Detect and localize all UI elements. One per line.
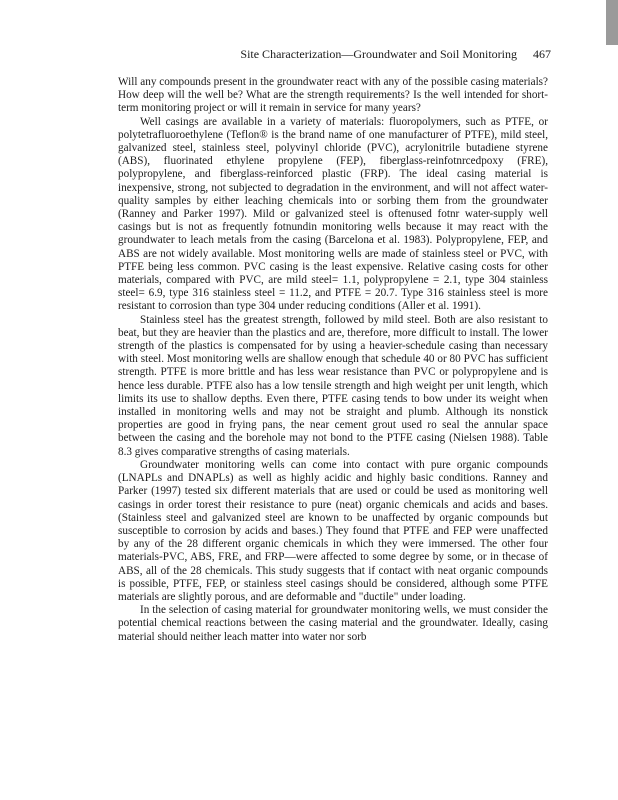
scan-edge-bar <box>606 0 618 45</box>
paragraph-3: Stainless steel has the greatest strength, followed by mild steel. Both are also resistant to beat, but they are heavier than the plastics and are, therefore, more difficult to install. The lower strength of the plastics is compensated for by using a heavier-schedule casing than necessary with steel. Most monitoring wells are shallow enough that schedule 40 or 80 PVC has sufficient strength. PTFE is more brittle and has less wear resistance than PVC or polypropylene and is hence less durable. PTFE also has a low tensile strength and high weight per unit length, which limits its use to shallow depths. Even there, PTFE casing tends to bow under its weight when installed in monitoring wells and may not be straight and plumb. Although its nonstick properties are good in frying pans, the near cement grout used ro seal the annular space between the casing and the borehole may not bond to the PTFE casing (Nielsen 1988). Table 8.3 gives comparative strengths of casing materials. <box>118 313 548 458</box>
paragraph-2: Well casings are available in a variety of materials: fluoropolymers, such as PTFE, or polytetrafluoroethylene (Teflon® is the brand name of one manufacturer of PTFE), mild steel, galvanized steel, stainless steel, polyvinyl chloride (PVC), acrylonitrile butadiene styrene (ABS), fluorinated ethylene propylene (FEP), fiberglass-reinfotnrcedpoxy (FRE), polypropylene, and fiberglass-reinforced plastic (FRP). The ideal casing material is inexpensive, strong, not subjected to degradation in the environment, and will not affect water-quality samples by either leaching chemicals into or sorbing them from the groundwater (Ranney and Parker 1997). Mild or galvanized steel is oftenused fotnr water-supply well casings but is not as frequently fotnundin monitoring wells because it may react with the groundwater to leach metals from the casing (Barcelona et al. 1983). Polypropylene, FEP, and ABS are not widely available. Most monitoring wells are made of stainless steel or PVC, with PTFE being less common. PVC casing is the least expensive. Relative casing costs for other materials, compared with PVC, are mild steel= 1.1, polypropylene = 2.1, type 304 stainless steel= 6.9, type 316 stainless steel = 11.2, and PTFE = 20.7. Type 316 stainless steel is more resistant to corrosion than type 304 under reducing conditions (Aller et al. 1991). <box>118 115 548 313</box>
page-number: 467 <box>533 47 551 61</box>
paragraph-5: In the selection of casing material for groundwater monitoring wells, we must consider the potential chemical reactions between the casing material and the groundwater. Ideally, casing material should neither leach matter into water nor sorb <box>118 604 548 643</box>
header-title: Site Characterization—Groundwater and Soil Monitoring <box>240 47 517 61</box>
body-text <box>118 76 548 644</box>
running-header <box>0 47 551 62</box>
paragraph-1: Will any compounds present in the groundwater react with any of the possible casing materials? How deep will the well be? What are the strength requirements? Is the well intended for short-term monitoring project or will it remain in service for many years? <box>118 76 548 115</box>
paragraph-4: Groundwater monitoring wells can come into contact with pure organic compounds (LNAPLs and DNAPLs) as well as highly acidic and highly basic conditions. Ranney and Parker (1997) tested six different materials that are used or could be used as monitoring well casings in order torest their resistance to pure (neat) organic chemicals and acids and bases. (Stainless steel and galvanized steel are known to be unaffected by organic compounds but susceptible to corrosion by acids and bases.) They found that PTFE and FEP were unaffected by any of the 28 different organic chemicals in which they were immersed. The other four materials-PVC, ABS, FRE, and FRP—were affected to some degree by some, or in thecase of ABS, all of the 28 chemicals. This study suggests that if contact with neat organic compounds is possible, PTFE, FEP, or stainless steel casings should be considered, although some PTFE materials are slightly porous, and are deformable and "ductile" under loading. <box>118 458 548 603</box>
